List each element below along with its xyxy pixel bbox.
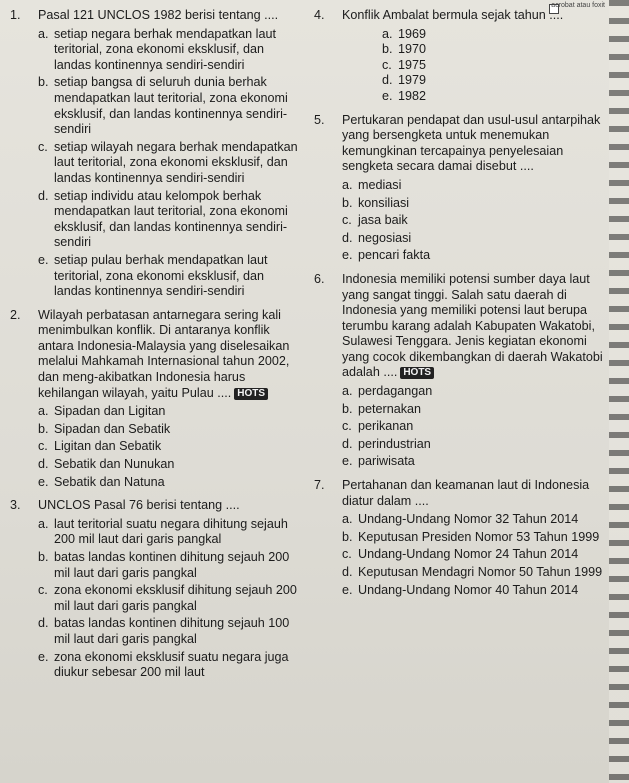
answer-option [342, 437, 606, 453]
option-text: setiap wilayah negara berhak mendapatkan laut teritorial, zona ekonomi eksklusif, dan landas kontinennya sendiri-sendiri [54, 139, 298, 185]
option-letter: d. [342, 230, 353, 245]
question-text [38, 308, 304, 402]
option-text: Ligitan dan Sebatik [54, 439, 162, 454]
option-text: jasa baik [358, 213, 408, 228]
answer-option [38, 75, 304, 137]
option-text: laut teritorial suatu negara dihitung sejauh 200 mil laut dari garis pangkal [54, 516, 288, 547]
option-text: Keputusan Mendagri Nomor 50 Tahun 1999 [358, 565, 603, 579]
question-text [342, 8, 606, 24]
option-letter: b. [38, 421, 49, 436]
option-text: konsiliasi [358, 195, 410, 210]
option-text: Sebatik dan Natuna [54, 474, 165, 489]
option-letter: a. [38, 404, 49, 419]
answer-option [342, 512, 606, 528]
question-number: 1. [10, 8, 21, 22]
question-text [342, 478, 606, 509]
option-letter: e. [342, 454, 353, 469]
option-letter: d. [38, 188, 49, 203]
option-letter: c. [382, 57, 392, 72]
option-letter: e. [342, 248, 353, 263]
option-letter: d. [342, 436, 353, 451]
answer-option [38, 583, 304, 614]
answer-option [342, 196, 606, 212]
answer-option [38, 253, 304, 300]
answer-options [342, 27, 606, 105]
answer-option [38, 457, 304, 473]
option-text: 1979 [398, 73, 427, 88]
hots-badge: HOTS [400, 367, 434, 379]
option-letter: b. [342, 529, 353, 544]
question-stem: Pertukaran pendapat dan usul-usul antarpihak yang bersengketa untuk menemukan kemungkinan tercapainya penyelesaian sengketa secara damai disebut .... [342, 112, 601, 174]
answer-option [38, 517, 304, 548]
question-number: 3. [10, 498, 21, 513]
answer-options [342, 512, 606, 598]
answer-option [342, 178, 606, 194]
answer-options [38, 517, 304, 681]
answer-options [38, 27, 304, 300]
question-stem: Indonesia memiliki potensi sumber daya laut yang sangat tinggi. Salah satu daerah di Indonesia yang memiliki potensi laut berupa terumbu karang adalah Kabupaten Wakatobi, Sulawesi Tenggara. Jenis kegiatan ekonomi yang cocok dikembangkan di daerah Wakatobi adalah .... [342, 271, 603, 380]
option-text: Undang-Undang Nomor 40 Tahun 2014 [358, 582, 579, 597]
option-letter: a. [342, 384, 353, 399]
question-stem: Pasal 121 UNCLOS 1982 berisi tentang .... [38, 8, 279, 22]
answer-option [38, 422, 304, 438]
option-text: perdagangan [358, 384, 433, 399]
option-text: batas landas kontinen dihitung sejauh 200 mil laut dari garis pangkal [54, 550, 290, 580]
option-letter: d. [382, 73, 393, 88]
question-text [342, 113, 606, 175]
option-text: zona ekonomi eksklusif suatu negara juga diukur sebesar 200 mil laut [54, 649, 289, 680]
question-number: 6. [314, 271, 325, 286]
question-number: 2. [10, 307, 21, 322]
option-text: Undang-Undang Nomor 32 Tahun 2014 [358, 512, 579, 527]
answer-option [342, 27, 606, 43]
answer-option [342, 89, 606, 105]
option-letter: d. [342, 565, 353, 579]
answer-option [342, 530, 606, 546]
option-letter: e. [38, 474, 49, 489]
answer-option [342, 565, 606, 581]
option-text: Sebatik dan Nunukan [54, 457, 175, 472]
question-1 [4, 8, 304, 300]
question-2 [4, 308, 304, 491]
question-number: 4. [314, 8, 325, 22]
option-text: batas landas kontinen dihitung sejauh 100 mil laut dari garis pangkal [54, 616, 290, 646]
option-letter: e. [342, 582, 353, 597]
question-3 [4, 498, 304, 681]
option-letter: e. [382, 88, 393, 103]
hots-badge: HOTS [234, 388, 268, 400]
answer-option [38, 439, 304, 455]
option-text: zona ekonomi eksklusif dihitung sejauh 200 mil laut dari garis pangkal [54, 583, 297, 613]
option-text: Sipadan dan Sebatik [54, 421, 171, 436]
option-text: peternakan [358, 401, 422, 416]
binding-spine [609, 0, 629, 783]
option-text: pencari fakta [358, 248, 431, 263]
option-text: Undang-Undang Nomor 24 Tahun 2014 [358, 547, 579, 562]
option-letter: b. [38, 75, 49, 90]
option-letter: c. [38, 139, 48, 154]
option-letter: a. [38, 26, 49, 41]
option-letter: c. [38, 583, 48, 598]
question-number: 5. [314, 112, 325, 127]
question-text [38, 8, 304, 24]
answer-option [342, 547, 606, 563]
answer-option [342, 231, 606, 247]
option-letter: c. [342, 213, 352, 228]
answer-option [342, 454, 606, 470]
option-text: 1970 [398, 42, 427, 57]
option-text: negosiasi [358, 230, 412, 245]
question-6 [308, 272, 606, 470]
option-letter: c. [342, 419, 352, 434]
answer-option [38, 27, 304, 74]
question-stem: Pertahanan dan keamanan laut di Indonesia diatur dalam .... [342, 478, 590, 508]
option-letter: a. [38, 516, 49, 531]
answer-option [38, 550, 304, 581]
question-stem: Wilayah perbatasan antarnegara sering kali menimbulkan konflik. Di antaranya konflik antara Indonesia-Malaysia yang diselesaikan melalui Mahkamah Internasional tahun 2002, dan meng-akibatkan Indonesia harus kehilangan wilayah, yaitu Pulau .... [38, 307, 290, 400]
option-text: perindustrian [358, 436, 431, 451]
option-letter: e. [38, 252, 49, 267]
answer-option [342, 42, 606, 58]
question-5 [308, 113, 606, 264]
left-column [4, 8, 304, 689]
header-mark: acrobat atau foxit [551, 2, 605, 9]
answer-option [38, 475, 304, 491]
answer-option [342, 402, 606, 418]
option-text: 1982 [398, 88, 427, 103]
answer-option [342, 583, 606, 599]
option-letter: a. [342, 177, 353, 192]
option-letter: c. [38, 439, 48, 454]
question-text [38, 498, 304, 514]
option-text: Keputusan Presiden Nomor 53 Tahun 1999 [358, 529, 600, 544]
option-letter: b. [382, 42, 393, 57]
option-letter: a. [342, 512, 353, 527]
option-text: pariwisata [358, 454, 415, 469]
option-text: 1975 [398, 57, 427, 72]
option-letter: c. [342, 547, 352, 562]
option-letter: a. [382, 26, 393, 41]
option-letter: b. [342, 195, 353, 210]
option-text: setiap bangsa di seluruh dunia berhak mendapatkan laut teritorial, zona ekonomi eksklusif, dan landas kontinennya sendiri-sendiri [54, 75, 288, 137]
answer-options [342, 384, 606, 470]
answer-option [342, 213, 606, 229]
answer-options [38, 404, 304, 490]
answer-option [342, 384, 606, 400]
question-number: 7. [314, 478, 325, 493]
question-stem: Konflik Ambalat bermula sejak tahun .... [342, 8, 564, 22]
option-text: setiap negara berhak mendapatkan laut teritorial, zona ekonomi eksklusif, dan landas kontinennya sendiri-sendiri [54, 26, 276, 72]
option-letter: d. [38, 457, 49, 472]
answer-option [38, 189, 304, 251]
option-text: setiap pulau berhak mendapatkan laut teritorial, zona ekonomi eksklusif, dan landas kontinennya sendiri-sendiri [54, 252, 268, 299]
option-text: 1969 [398, 26, 427, 41]
answer-option [342, 248, 606, 264]
option-letter: b. [342, 401, 353, 416]
option-text: mediasi [358, 177, 402, 192]
option-letter: b. [38, 550, 49, 564]
answer-option [38, 404, 304, 420]
question-7 [308, 478, 606, 598]
option-text: setiap individu atau kelompok berhak mendapatkan laut teritorial, zona ekonomi eksklusif, dan landas kontinennya sendiri-sendiri [54, 188, 288, 250]
answer-option [38, 650, 304, 681]
answer-option [342, 58, 606, 74]
option-letter: d. [38, 616, 49, 631]
question-text [342, 272, 606, 381]
answer-option [38, 616, 304, 647]
question-4 [308, 8, 606, 105]
option-letter: e. [38, 649, 49, 664]
answer-option [342, 419, 606, 435]
option-text: perikanan [358, 419, 414, 434]
option-text: Sipadan dan Ligitan [54, 404, 166, 419]
answer-options [342, 178, 606, 264]
right-column [308, 8, 606, 606]
question-stem: UNCLOS Pasal 76 berisi tentang .... [38, 498, 240, 513]
answer-option [38, 140, 304, 187]
answer-option [342, 73, 606, 89]
